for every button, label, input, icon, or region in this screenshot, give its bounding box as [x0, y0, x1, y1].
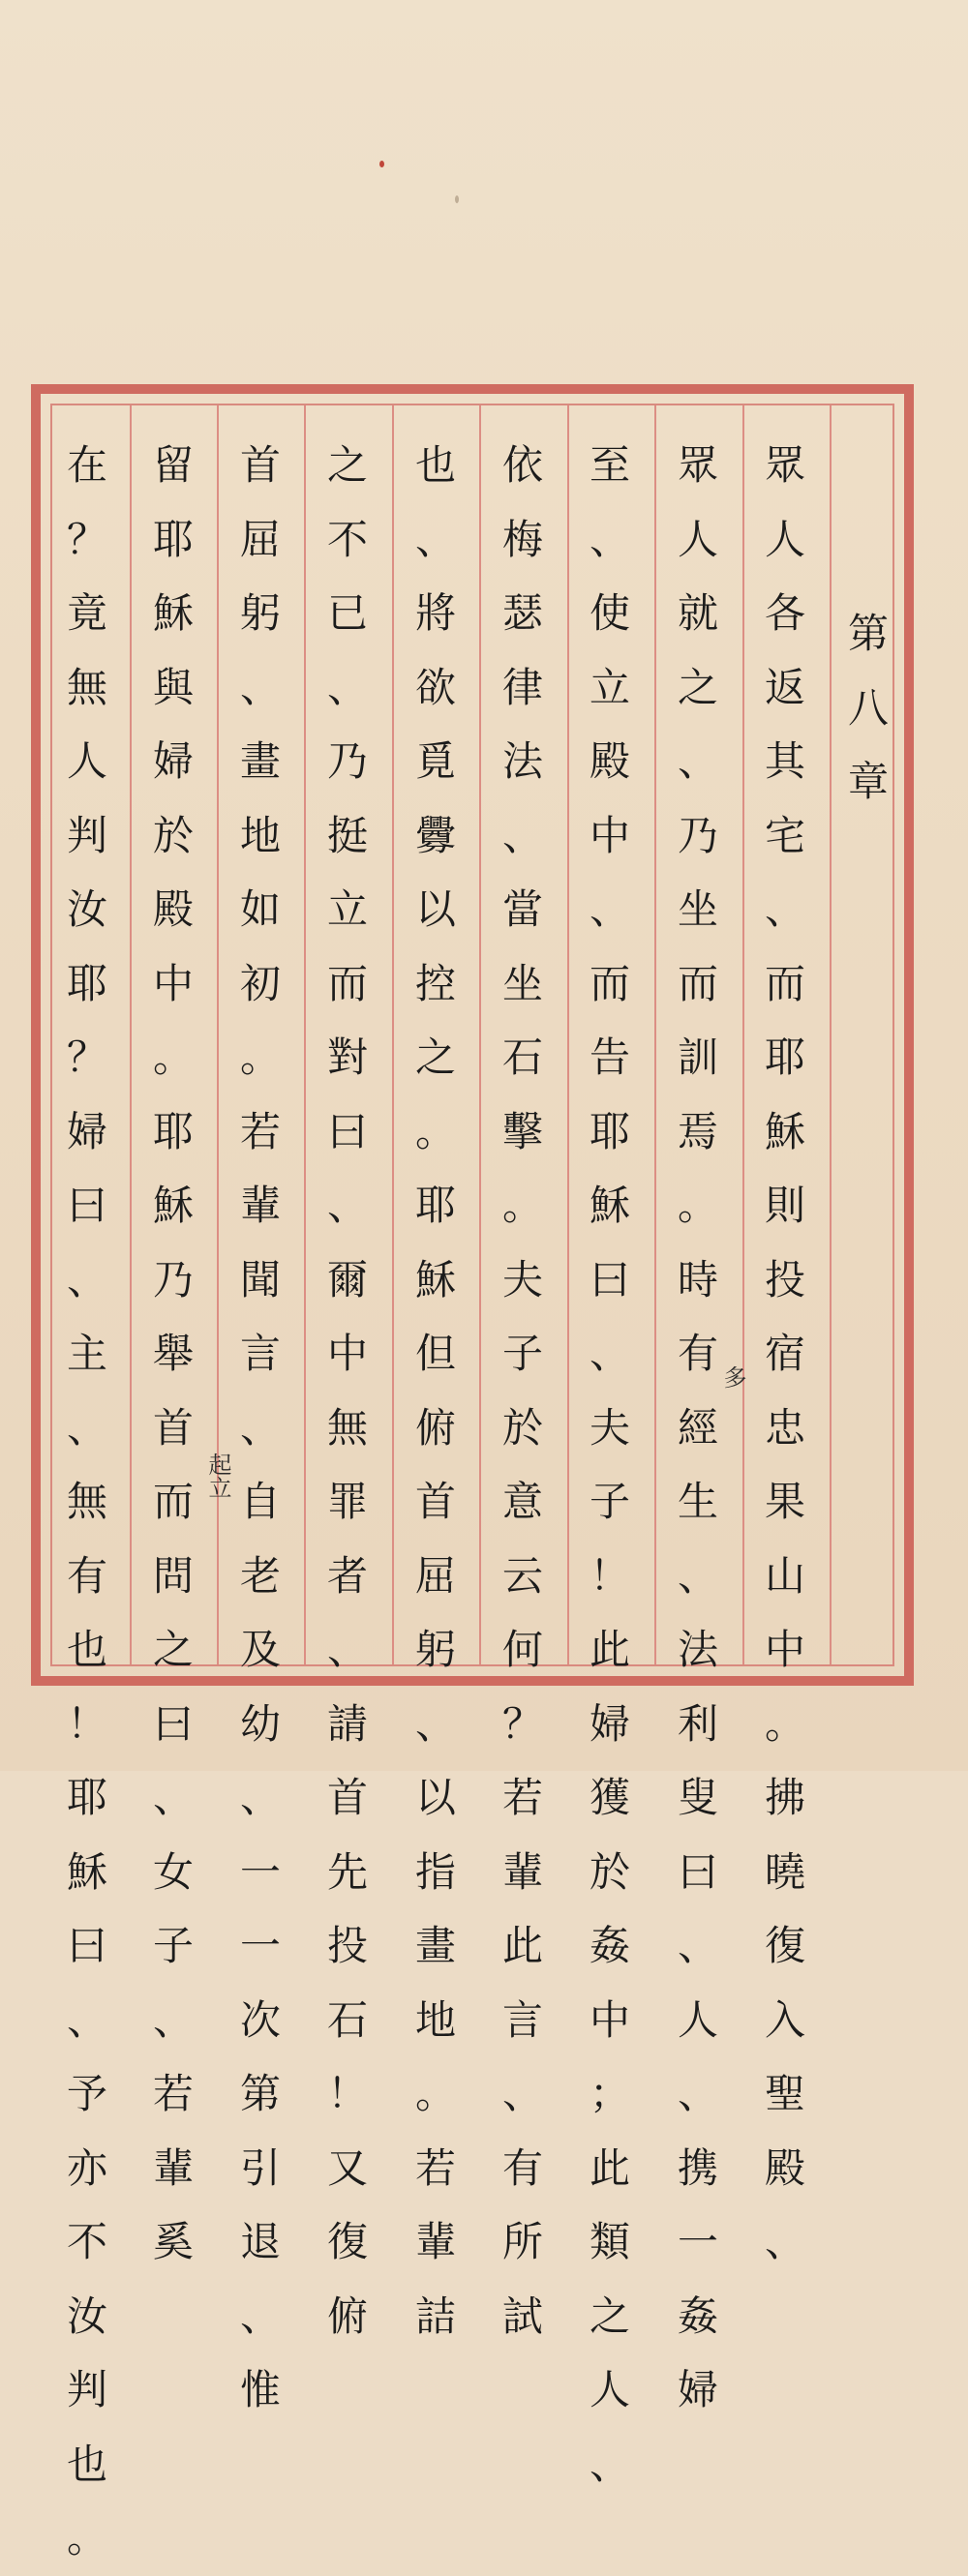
glyph: 訓 [677, 1033, 718, 1081]
glyph: 首 [326, 1774, 368, 1821]
glyph: 人 [589, 2366, 630, 2413]
glyph: 於 [589, 1847, 630, 1896]
glyph: 、 [414, 1699, 456, 1748]
glyph: 指 [414, 1847, 456, 1896]
glyph: 投 [326, 1922, 368, 1969]
glyph: 中 [152, 959, 194, 1007]
glyph: ！ [326, 2070, 368, 2117]
glyph: 惟 [239, 2366, 281, 2413]
glyph: 、 [677, 1551, 718, 1600]
column-rule [830, 405, 832, 1664]
margin-note: 多 [719, 1365, 746, 1389]
glyph: 曰 [66, 1182, 107, 1229]
text-column-3 [567, 429, 652, 2501]
glyph: ！ [589, 1551, 630, 1600]
glyph: 、 [326, 1182, 368, 1229]
glyph: 殿 [152, 885, 194, 933]
text-column-2 [655, 429, 741, 2428]
glyph: 石 [326, 1995, 368, 2044]
glyph: 留 [152, 441, 194, 489]
glyph: 而 [326, 959, 368, 1007]
glyph: 復 [326, 2218, 368, 2265]
glyph: 奚 [152, 2218, 194, 2265]
glyph: 汝 [66, 885, 107, 933]
glyph: 引 [239, 2143, 281, 2192]
glyph: 、 [66, 1403, 107, 1452]
glyph: 判 [66, 2366, 107, 2413]
glyph: 有 [501, 2143, 543, 2192]
glyph: 此 [589, 2143, 630, 2192]
glyph: 入 [764, 1995, 805, 2044]
glyph: 又 [326, 2143, 368, 2192]
glyph: 躬 [414, 1626, 456, 1673]
glyph: 穌 [152, 589, 194, 637]
glyph: 中 [326, 1330, 368, 1377]
glyph: 曰 [677, 1847, 718, 1896]
glyph: 乃 [152, 1255, 194, 1303]
glyph: 罪 [326, 1478, 368, 1525]
glyph: 坐 [501, 959, 543, 1007]
glyph: 、 [414, 515, 456, 563]
glyph: 法 [677, 1626, 718, 1673]
glyph: 穌 [414, 1255, 456, 1303]
glyph: 俯 [326, 2291, 368, 2340]
glyph: 首 [152, 1403, 194, 1452]
glyph: 。 [239, 1033, 281, 1081]
glyph: 穌 [764, 1107, 805, 1155]
glyph: 老 [239, 1551, 281, 1600]
glyph: 地 [414, 1995, 456, 2044]
glyph: 乃 [326, 737, 368, 785]
glyph: 初 [239, 959, 281, 1007]
glyph: 畫 [239, 737, 281, 785]
glyph: 曰 [589, 1255, 630, 1303]
glyph: 、 [764, 2218, 805, 2265]
glyph: 第 [239, 2070, 281, 2117]
glyph: 石 [501, 1033, 543, 1081]
glyph: 覓 [414, 737, 456, 785]
glyph: 曰 [152, 1699, 194, 1748]
glyph: 有 [66, 1551, 107, 1600]
glyph: 意 [501, 1478, 543, 1525]
margin-note: 起立 [204, 1453, 231, 1499]
glyph: 而 [677, 959, 718, 1007]
glyph: 地 [239, 811, 281, 859]
glyph: 、 [589, 885, 630, 933]
glyph: 之 [152, 1626, 194, 1673]
glyph: 。 [152, 1033, 194, 1081]
glyph: 婦 [589, 1699, 630, 1748]
glyph: 之 [414, 1033, 456, 1081]
glyph: 若 [414, 2143, 456, 2192]
glyph: 有 [677, 1330, 718, 1377]
glyph: 無 [66, 1478, 107, 1525]
glyph: 而 [589, 959, 630, 1007]
glyph: 生 [677, 1478, 718, 1525]
glyph: 如 [239, 885, 281, 933]
glyph: ？ [66, 515, 107, 563]
glyph: 律 [501, 663, 543, 711]
glyph: 依 [501, 441, 543, 489]
glyph: 而 [764, 959, 805, 1007]
glyph: 瑟 [501, 589, 543, 637]
glyph: 試 [501, 2291, 543, 2340]
glyph: 已 [326, 589, 368, 637]
glyph: 釁 [414, 811, 456, 859]
glyph: 云 [501, 1551, 543, 1600]
glyph: 若 [239, 1107, 281, 1155]
glyph: 夫 [501, 1255, 543, 1303]
glyph: 叟 [677, 1774, 718, 1821]
glyph: 、 [764, 885, 805, 933]
glyph: 、 [66, 1255, 107, 1303]
glyph: 言 [501, 1995, 543, 2044]
glyph: 首 [414, 1478, 456, 1525]
glyph: 將 [414, 589, 456, 637]
glyph: 立 [326, 885, 368, 933]
glyph: 、 [589, 2440, 630, 2488]
glyph: 輩 [414, 2218, 456, 2265]
glyph: 首 [239, 441, 281, 489]
glyph: 畫 [414, 1922, 456, 1969]
glyph: 立 [589, 663, 630, 711]
glyph: 、 [501, 811, 543, 859]
glyph: 也 [66, 1626, 107, 1673]
glyph: 以 [414, 885, 456, 933]
glyph: 所 [501, 2218, 543, 2265]
glyph: 汝 [66, 2291, 107, 2340]
text-column-1 [742, 429, 828, 2280]
glyph: 於 [152, 811, 194, 859]
glyph: 俯 [414, 1403, 456, 1452]
glyph: 人 [764, 515, 805, 563]
glyph: 在 [66, 441, 107, 489]
glyph: 梅 [501, 515, 543, 563]
glyph: 屈 [239, 515, 281, 563]
glyph: 投 [764, 1255, 805, 1303]
glyph: ？ [501, 1699, 543, 1748]
glyph: 耶 [66, 959, 107, 1007]
glyph: 屈 [414, 1551, 456, 1600]
glyph: 拂 [764, 1774, 805, 1821]
glyph: 。 [414, 2070, 456, 2117]
glyph: 。 [677, 1182, 718, 1229]
glyph: 忠 [764, 1403, 805, 1452]
glyph: 聞 [239, 1255, 281, 1303]
glyph: 之 [677, 663, 718, 711]
glyph: 欲 [414, 663, 456, 711]
glyph: 耶 [764, 1033, 805, 1081]
glyph: 穌 [152, 1182, 194, 1229]
glyph: 至 [589, 441, 630, 489]
glyph: 何 [501, 1626, 543, 1673]
glyph: 山 [764, 1551, 805, 1600]
glyph: 問 [152, 1551, 194, 1600]
glyph: 而 [152, 1478, 194, 1525]
glyph: 爾 [326, 1255, 368, 1303]
glyph: 耶 [66, 1774, 107, 1821]
glyph: 次 [239, 1995, 281, 2044]
glyph: 者 [326, 1551, 368, 1600]
glyph: 此 [589, 1626, 630, 1673]
glyph: 耶 [589, 1107, 630, 1155]
glyph: 輩 [239, 1182, 281, 1229]
glyph: 之 [326, 441, 368, 489]
glyph: 、 [239, 663, 281, 711]
glyph: 其 [764, 737, 805, 785]
glyph: 人 [677, 1995, 718, 2044]
glyph: 告 [589, 1033, 630, 1081]
glyph: 幼 [239, 1699, 281, 1748]
glyph: 、 [589, 1330, 630, 1377]
glyph: 、 [152, 1995, 194, 2044]
glyph: 判 [66, 811, 107, 859]
glyph: 使 [589, 589, 630, 637]
glyph: 曉 [764, 1847, 805, 1896]
glyph: 及 [239, 1626, 281, 1673]
text-column-5 [393, 429, 478, 2353]
glyph: 輩 [501, 1847, 543, 1896]
glyph: 一 [239, 1922, 281, 1969]
glyph: 若 [501, 1774, 543, 1821]
text-column-8 [131, 429, 216, 2280]
paper-speck [455, 195, 459, 203]
glyph: 與 [152, 663, 194, 711]
glyph: 若 [152, 2070, 194, 2117]
glyph: 。 [764, 1699, 805, 1748]
glyph: 言 [239, 1330, 281, 1377]
glyph: 人 [66, 737, 107, 785]
glyph: 子 [589, 1478, 630, 1525]
glyph: 中 [589, 1995, 630, 2044]
text-frame [31, 384, 914, 2561]
glyph: 躬 [239, 589, 281, 637]
glyph: 姦 [589, 1922, 630, 1969]
glyph: 章 [847, 758, 889, 805]
glyph: 此 [501, 1922, 543, 1969]
glyph: 子 [152, 1922, 194, 1969]
glyph: 就 [677, 589, 718, 637]
glyph: 耶 [152, 515, 194, 563]
glyph: 殿 [764, 2143, 805, 2192]
glyph: 各 [764, 589, 805, 637]
glyph: 復 [764, 1922, 805, 1969]
glyph: 不 [326, 515, 368, 563]
glyph: 一 [239, 1847, 281, 1896]
glyph: 姦 [677, 2291, 718, 2340]
glyph: 返 [764, 663, 805, 711]
glyph: 女 [152, 1847, 194, 1896]
glyph: 宿 [764, 1330, 805, 1377]
glyph: 退 [239, 2218, 281, 2265]
glyph: 婦 [152, 737, 194, 785]
glyph: ！ [66, 1699, 107, 1748]
glyph: 獲 [589, 1774, 630, 1821]
glyph: 、 [239, 2291, 281, 2340]
glyph: 主 [66, 1330, 107, 1377]
glyph: 挺 [326, 811, 368, 859]
glyph: 婦 [66, 1107, 107, 1155]
glyph: 以 [414, 1774, 456, 1821]
glyph: 先 [326, 1847, 368, 1896]
glyph: 八 [847, 683, 889, 732]
glyph: 、 [501, 2070, 543, 2117]
glyph: 竟 [66, 589, 107, 637]
glyph: 時 [677, 1255, 718, 1303]
glyph: 坐 [677, 885, 718, 933]
glyph: 中 [764, 1626, 805, 1673]
text-column-7 [218, 429, 303, 2428]
glyph: 利 [677, 1699, 718, 1748]
glyph: 亦 [66, 2143, 107, 2192]
glyph: 夫 [589, 1403, 630, 1452]
glyph: 舉 [152, 1330, 194, 1377]
glyph: 之 [589, 2291, 630, 2340]
glyph: 也 [66, 2440, 107, 2488]
glyph: 詰 [414, 2291, 456, 2340]
glyph: 、 [239, 1403, 281, 1452]
glyph: 果 [764, 1478, 805, 1525]
glyph: 但 [414, 1330, 456, 1377]
glyph: ？ [66, 1033, 107, 1081]
glyph: 穌 [589, 1182, 630, 1229]
glyph: 、 [677, 1922, 718, 1969]
paper-speck [379, 161, 384, 167]
glyph: 、 [677, 737, 718, 785]
glyph: 眾 [764, 441, 805, 489]
glyph: 、 [239, 1774, 281, 1821]
glyph: ； [589, 2070, 630, 2117]
glyph: 則 [764, 1182, 805, 1229]
glyph: 擊 [501, 1107, 543, 1155]
glyph: 婦 [677, 2366, 718, 2413]
text-column-6 [305, 429, 390, 2353]
glyph: 也 [414, 441, 456, 489]
glyph: 對 [326, 1033, 368, 1081]
glyph: 、 [66, 1995, 107, 2044]
glyph: 曰 [326, 1107, 368, 1155]
glyph: 耶 [414, 1182, 456, 1229]
text-column-4 [480, 429, 565, 2353]
glyph: 無 [66, 663, 107, 711]
glyph: 聖 [764, 2070, 805, 2117]
glyph: 當 [501, 885, 543, 933]
glyph: 乃 [677, 811, 718, 859]
glyph: 耶 [152, 1107, 194, 1155]
glyph: 眾 [677, 441, 718, 489]
glyph: 類 [589, 2218, 630, 2265]
glyph: 曰 [66, 1922, 107, 1969]
glyph: 人 [677, 515, 718, 563]
glyph: 輩 [152, 2143, 194, 2192]
glyph: 。 [66, 2514, 107, 2561]
text-column-9 [45, 429, 130, 2576]
glyph: 子 [501, 1330, 543, 1377]
glyph: 予 [66, 2070, 107, 2117]
glyph: 於 [501, 1403, 543, 1452]
text-frame-inner [50, 404, 894, 2561]
glyph: 經 [677, 1403, 718, 1452]
glyph: 一 [677, 2218, 718, 2265]
glyph: 控 [414, 959, 456, 1007]
glyph: 焉 [677, 1107, 718, 1155]
glyph: 穌 [66, 1847, 107, 1896]
glyph: 法 [501, 737, 543, 785]
chapter-title [826, 604, 911, 826]
glyph: 第 [847, 610, 889, 657]
glyph: 、 [152, 1774, 194, 1821]
glyph: 携 [677, 2143, 718, 2192]
glyph: 、 [326, 663, 368, 711]
glyph: 請 [326, 1699, 368, 1748]
glyph: 。 [501, 1182, 543, 1229]
glyph: 、 [326, 1626, 368, 1673]
glyph: 、 [677, 2070, 718, 2117]
glyph: 殿 [589, 737, 630, 785]
glyph: 中 [589, 811, 630, 859]
glyph: 自 [239, 1478, 281, 1525]
glyph: 。 [414, 1107, 456, 1155]
glyph: 無 [326, 1403, 368, 1452]
glyph: 、 [589, 515, 630, 563]
glyph: 宅 [764, 811, 805, 859]
glyph: 不 [66, 2218, 107, 2265]
